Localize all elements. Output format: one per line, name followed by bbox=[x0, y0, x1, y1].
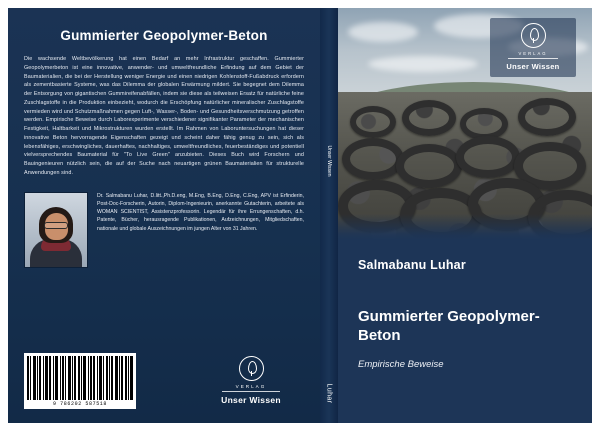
publisher-emblem-icon bbox=[521, 23, 546, 48]
front-cover-title: Gummierter Geopolymer-Beton bbox=[358, 308, 540, 344]
publisher-divider bbox=[222, 391, 280, 392]
barcode-number: 9 786202 587518 bbox=[52, 401, 107, 407]
front-cover bbox=[338, 8, 592, 423]
front-cover-author: Salmabanu Luhar bbox=[358, 258, 466, 272]
publisher-name: Unser Wissen bbox=[506, 62, 560, 71]
publisher-name: Unser Wissen bbox=[221, 395, 281, 405]
publisher-divider bbox=[508, 58, 558, 59]
tire bbox=[396, 144, 462, 188]
tire bbox=[456, 136, 520, 178]
barcode-bars bbox=[27, 356, 133, 400]
front-cover-subtitle: Empirische Beweise bbox=[358, 358, 444, 370]
publisher-verlag-label: VERLAG bbox=[235, 384, 267, 389]
publisher-emblem-icon bbox=[239, 356, 264, 381]
book-spine bbox=[320, 8, 338, 423]
tire bbox=[342, 138, 404, 180]
spine-author-name: Luhar bbox=[325, 383, 333, 404]
author-biography: Dr. Salmabanu Luhar, D.litt.,Ph.D.eng, M.Eng, B.Eng, D.Eng, C.Eng, APV ist Erfinderin, Post-Doc-Forscherin, Autorin, Diplom-Ingenieurin, anerkannte Gutachterin, arbeitete als WOMAN SCIENTIST, Assistenzprofessorin. Legendär für ihre Errungenschaften, d.h. Patente, Bücher, herausragende Publikationen, Aufzeichnungen, Mitgliedschaften, nationale und globale Auszeichnungen im jungen Alter von 31 Jahren. bbox=[97, 192, 304, 232]
publisher-logo-back bbox=[208, 356, 294, 405]
tire bbox=[350, 106, 396, 138]
back-cover-title: Gummierter Geopolymer-Beton bbox=[60, 28, 268, 43]
barcode bbox=[24, 353, 136, 409]
glasses-icon bbox=[44, 222, 68, 229]
tire bbox=[402, 100, 456, 136]
back-cover bbox=[8, 8, 320, 423]
cover-photo bbox=[338, 8, 592, 240]
photo-gradient-fade bbox=[338, 214, 592, 240]
front-cover-text bbox=[338, 240, 592, 423]
cloud bbox=[368, 56, 478, 72]
spine-publisher-name: Unser Wissen bbox=[326, 145, 332, 177]
cloud bbox=[348, 22, 418, 42]
back-cover-blurb: Die wachsende Weltbevölkerung hat einen Bedarf an mehr Infrastruktur geschaffen. Gummierter Geopolymerbeton ist eine innovative, anwender- und umweltfreundliche Erfindung auf dem Gebiet der Baumaterialien, die bei der Herstellung weniger Energie und einen niedrigen Kohlenstoff-Fußabdruck erfordern als zementbasierte Systeme, was das Dilemma der globalen Erwärmung mildert. Sie begegnet dem Dilemma der Entsorgung von gigantischen Gummireifenabfällen, indem sie diese als teilweisen Ersatz für natürliche feine Zuschlagstoffe in die Produktion einbezieht, wodurch die Erschöpfung natürlicher mineralischer Zuschlagstoffe vermieden wird und Schutzmaßnahmen gegen Luft-, Wasser-, Boden- und Gesundheitsverschmutzung getroffen werden. Empirische Beweise durch Laborexperimente verschiedener signifikanter Parameter der mechanischen Festigkeit, Haltbarkeit und Mikrostrukturen wurden erstellt. Im Rahmen von Laboruntersuchungen hat dieser innovative Beton hervorragende Eigenschaften gezeigt und scheint daher fähig genug zu sein, sich als lebensfähiges, erschwingliches, dauerhaftes, nachhaltiges, umweltfreundliches, feuerbeständiges und potentiell vielversprechendes Baumaterial für "To Live Green" anzubieten. Dieses Buch wird Forschern und Bauingenieuren nützlich sein, die auf der Suche nach neuartigen grünen Baumaterialien für strukturelle Anwendungen sind. bbox=[24, 56, 304, 176]
tire bbox=[518, 98, 576, 136]
publisher-verlag-label: VERLAG bbox=[518, 51, 548, 56]
author-block bbox=[24, 192, 304, 268]
author-photo bbox=[24, 192, 88, 268]
publisher-logo-front bbox=[490, 18, 576, 77]
